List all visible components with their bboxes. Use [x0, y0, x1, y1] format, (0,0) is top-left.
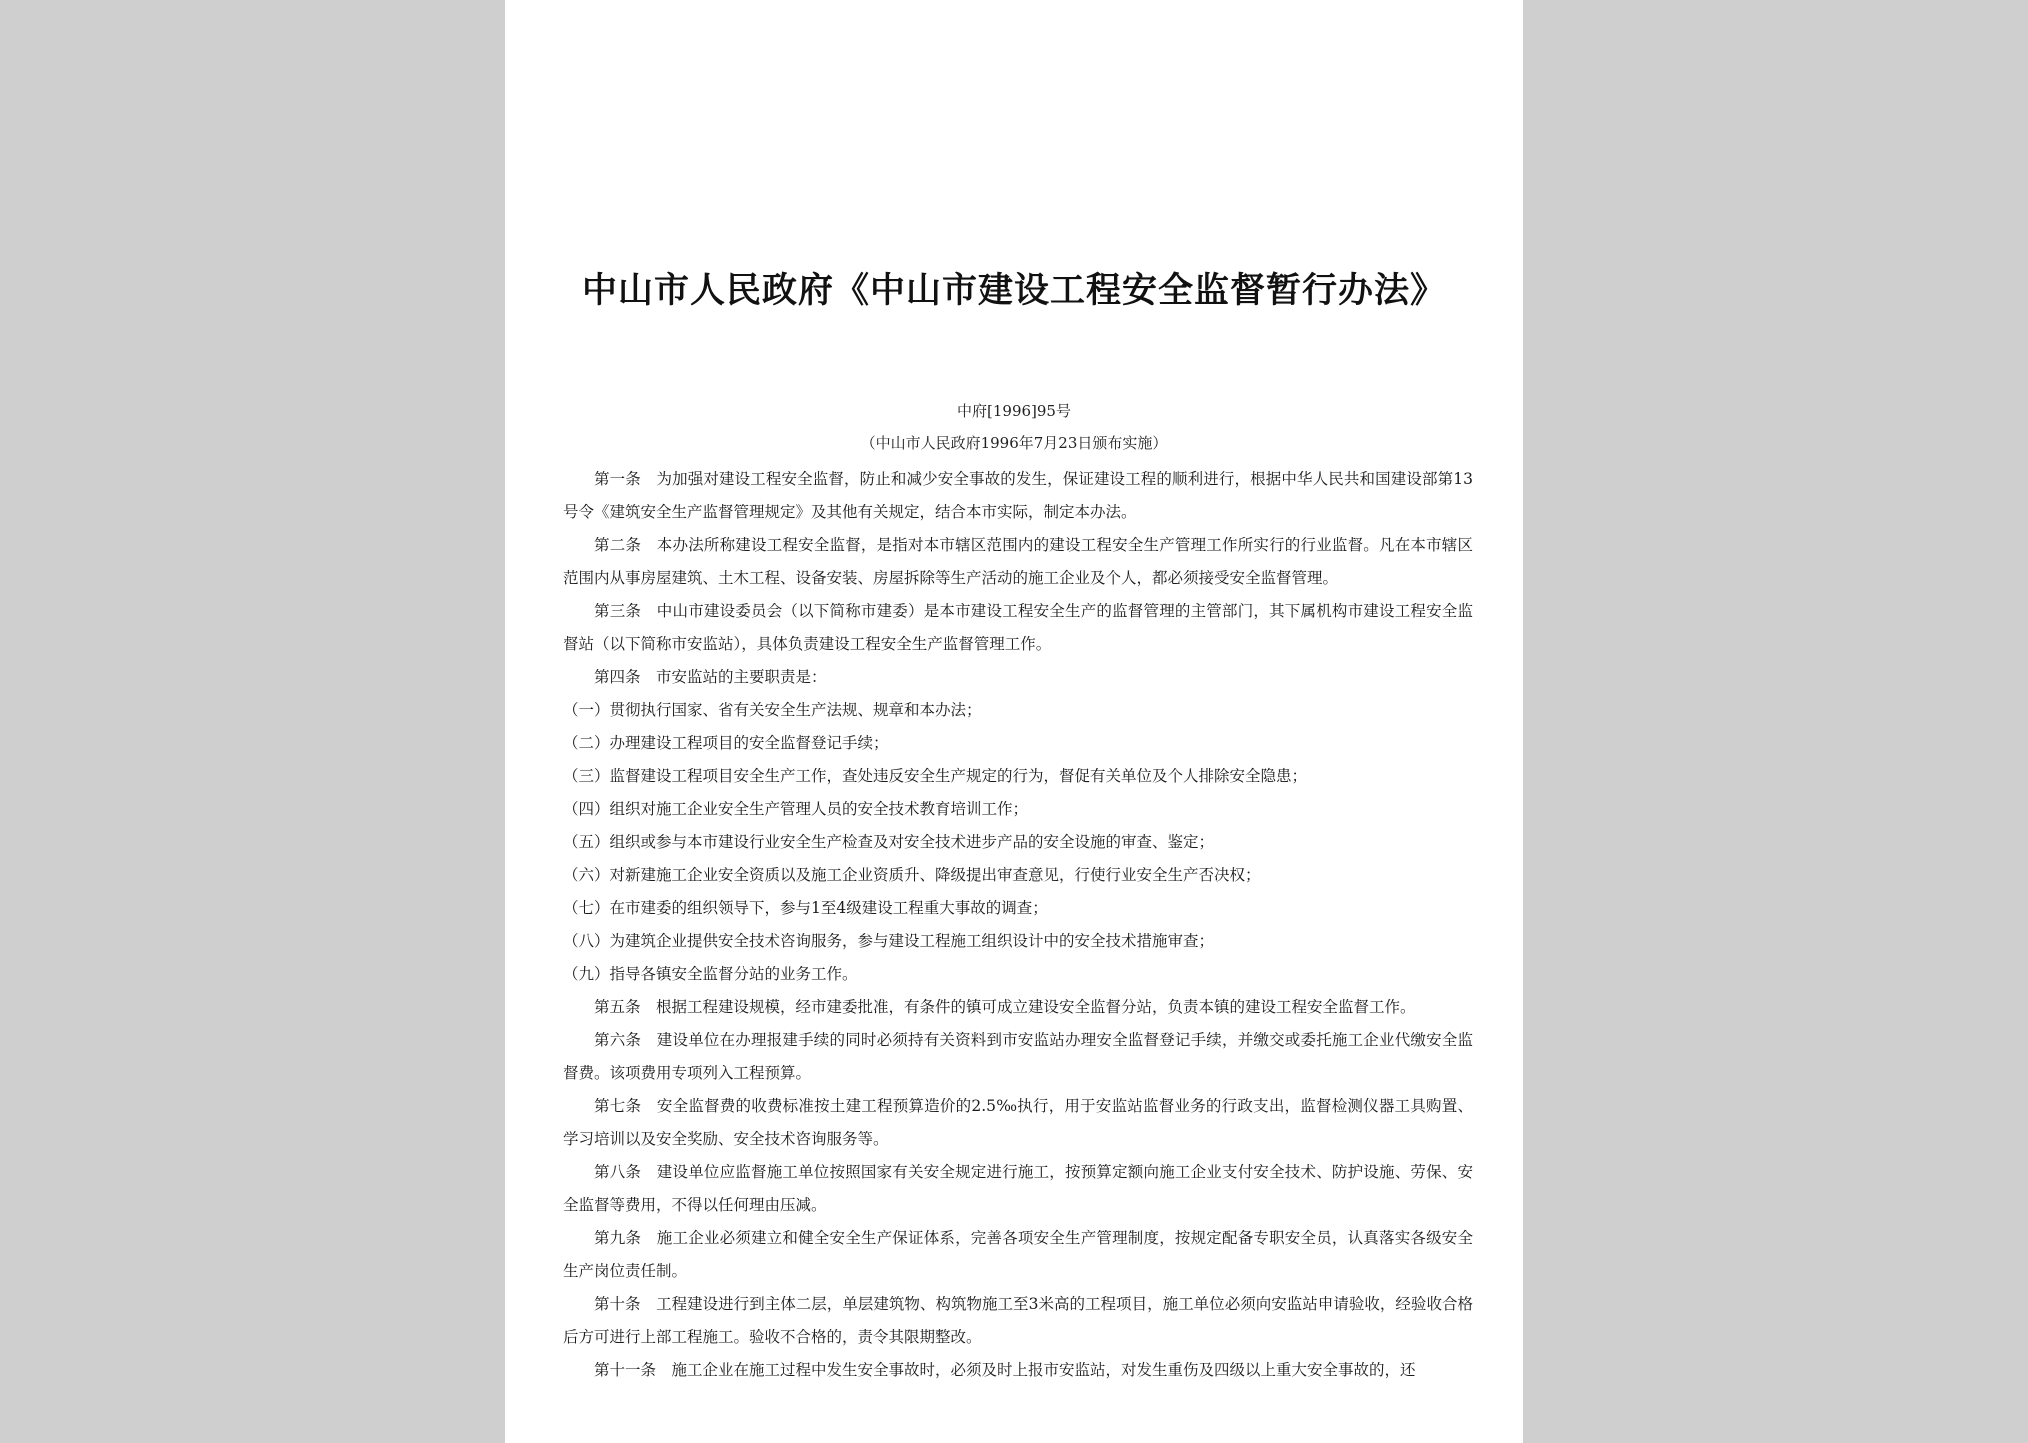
- duty-item-9: （九）指导各镇安全监督分站的业务工作。: [563, 965, 858, 983]
- duty-item-2: （二）办理建设工程项目的安全监督登记手续；: [563, 734, 889, 752]
- article-2: 第二条 本办法所称建设工程安全监督，是指对本市辖区范围内的建设工程安全生产管理工作所实行的行业监督。凡在本市辖区范围内从事房屋建筑、土木工程、设备安装、房屋拆除等生产活动的施工企业及个人，都必须接受安全监督管理。: [563, 536, 1473, 587]
- issue-note: （中山市人民政府1996年7月23日颁布实施）: [860, 434, 1168, 452]
- duty-item-5: （五）组织或参与本市建设行业安全生产检查及对安全技术进步产品的安全设施的审查、鉴定；: [563, 833, 1215, 851]
- article-4: 第四条 市安监站的主要职责是：: [594, 668, 827, 686]
- document-body: [563, 463, 1473, 1387]
- duty-item-8: （八）为建筑企业提供安全技术咨询服务，参与建设工程施工组织设计中的安全技术措施审查；: [563, 932, 1215, 950]
- article-8: 第八条 建设单位应监督施工单位按照国家有关安全规定进行施工，按预算定额向施工企业支付安全技术、防护设施、劳保、安全监督等费用，不得以任何理由压减。: [563, 1163, 1473, 1214]
- document-page: [505, 0, 1523, 1443]
- duty-item-1: （一）贯彻执行国家、省有关安全生产法规、规章和本办法；: [563, 701, 982, 719]
- duty-item-6: （六）对新建施工企业安全资质以及施工企业资质升、降级提出审查意见，行使行业安全生产否决权；: [563, 866, 1261, 884]
- article-3: 第三条 中山市建设委员会（以下简称市建委）是本市建设工程安全生产的监督管理的主管部门，其下属机构市建设工程安全监督站（以下简称市安监站），具体负责建设工程安全生产监督管理工作。: [563, 602, 1473, 653]
- article-10: 第十条 工程建设进行到主体二层，单层建筑物、构筑物施工至3米高的工程项目，施工单位必须向安监站申请验收，经验收合格后方可进行上部工程施工。验收不合格的，责令其限期整改。: [563, 1295, 1473, 1346]
- article-6: 第六条 建设单位在办理报建手续的同时必须持有关资料到市安监站办理安全监督登记手续，并缴交或委托施工企业代缴安全监督费。该项费用专项列入工程预算。: [563, 1031, 1473, 1082]
- article-7: 第七条 安全监督费的收费标准按土建工程预算造价的2.5‰执行，用于安监站监督业务的行政支出，监督检测仪器工具购置、学习培训以及安全奖励、安全技术咨询服务等。: [563, 1097, 1473, 1148]
- article-9: 第九条 施工企业必须建立和健全安全生产保证体系，完善各项安全生产管理制度，按规定配备专职安全员，认真落实各级安全生产岗位责任制。: [563, 1229, 1473, 1280]
- duty-item-4: （四）组织对施工企业安全生产管理人员的安全技术教育培训工作；: [563, 800, 1029, 818]
- document-title: 中山市人民政府《中山市建设工程安全监督暂行办法》: [581, 270, 1446, 311]
- duty-item-3: （三）监督建设工程项目安全生产工作，查处违反安全生产规定的行为，督促有关单位及个人排除安全隐患；: [563, 767, 1308, 785]
- article-1: 第一条 为加强对建设工程安全监督，防止和减少安全事故的发生，保证建设工程的顺利进行，根据中华人民共和国建设部第13号令《建筑安全生产监督管理规定》及其他有关规定，结合本市实际，制定本办法。: [563, 470, 1473, 521]
- article-5: 第五条 根据工程建设规模，经市建委批准，有条件的镇可成立建设安全监督分站，负责本镇的建设工程安全监督工作。: [594, 998, 1416, 1016]
- duty-item-7: （七）在市建委的组织领导下，参与1至4级建设工程重大事故的调查；: [563, 899, 1048, 917]
- document-number: 中府[1996]95号: [957, 402, 1071, 420]
- article-11: 第十一条 施工企业在施工过程中发生安全事故时，必须及时上报市安监站，对发生重伤及四级以上重大安全事故的，还: [594, 1361, 1416, 1379]
